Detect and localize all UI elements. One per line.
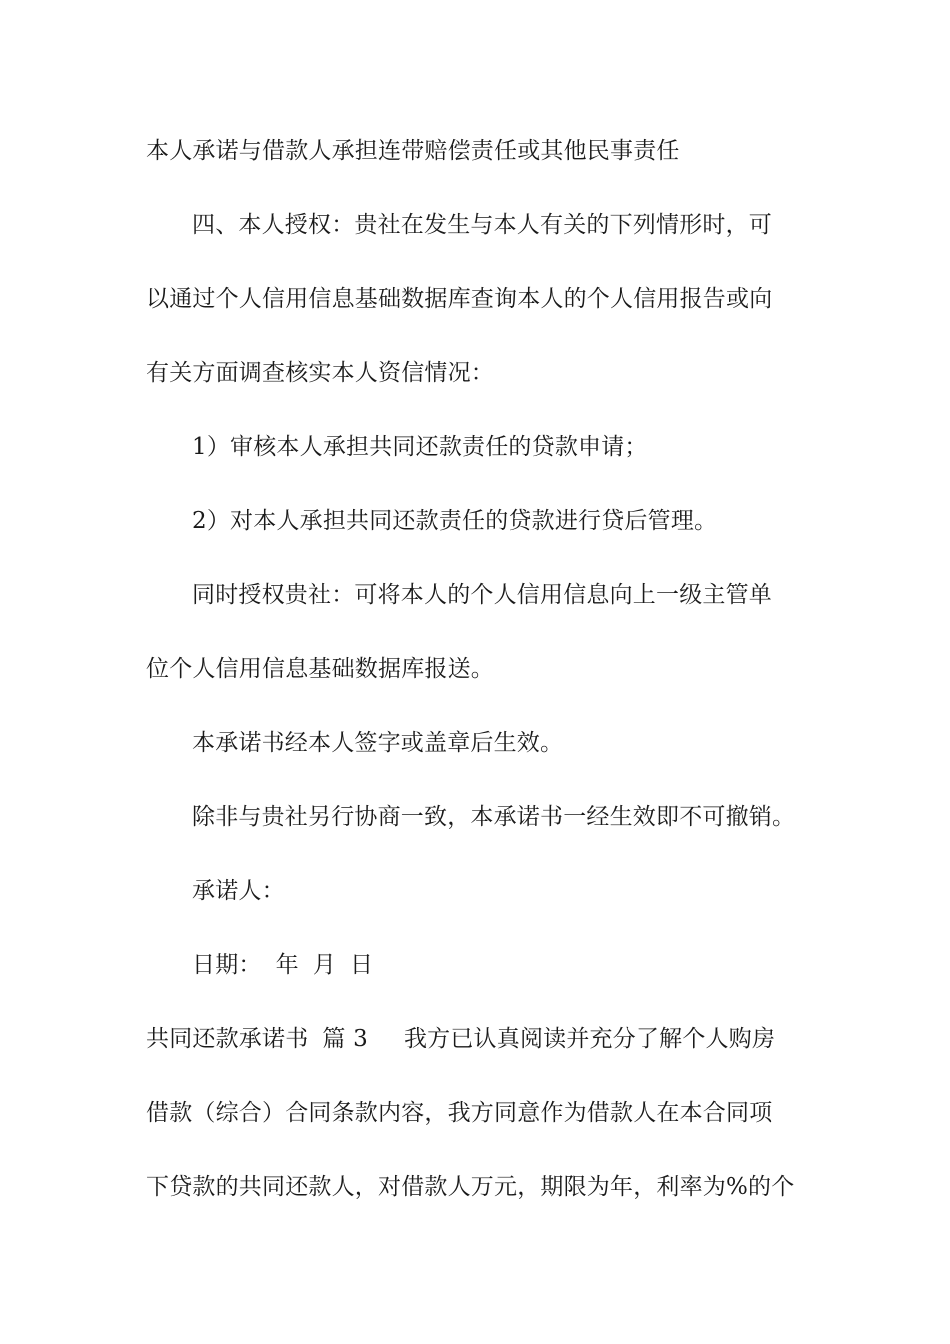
list-item: 2）对本人承担共同还款责任的贷款进行贷后管理。 — [192, 508, 718, 534]
paragraph-line: 本人承诺与借款人承担连带赔偿责任或其他民事责任 — [146, 138, 680, 164]
section-part: 篇 3 — [322, 1026, 368, 1052]
paragraph-line: 下贷款的共同还款人，对借款人万元，期限为年，利率为%的个 — [146, 1174, 795, 1200]
paragraph-line: 位个人信用信息基础数据库报送。 — [146, 656, 494, 682]
paragraph-line: 四、本人授权：贵社在发生与本人有关的下列情形时，可 — [192, 212, 772, 238]
section-heading — [146, 1024, 775, 1054]
date-month: 月 — [312, 952, 337, 978]
date-line — [192, 950, 373, 980]
date-label: 日期： — [192, 952, 262, 978]
section-continuation: 我方已认真阅读并充分了解个人购房 — [403, 1026, 776, 1052]
paragraph-line: 以通过个人信用信息基础数据库查询本人的个人信用报告或向 — [146, 286, 773, 312]
section-title: 共同还款承诺书 — [146, 1026, 309, 1052]
paragraph-line: 本承诺书经本人签字或盖章后生效。 — [192, 730, 564, 756]
paragraph-line: 除非与贵社另行协商一致，本承诺书一经生效即不可撤销。 — [192, 804, 796, 830]
paragraph-line: 借款（综合）合同条款内容，我方同意作为借款人在本合同项 — [146, 1100, 773, 1126]
date-year: 年 — [275, 952, 299, 978]
paragraph-line: 有关方面调查核实本人资信情况： — [146, 360, 494, 386]
list-item: 1）审核本人承担共同还款责任的贷款申请； — [192, 434, 648, 460]
promisor-signature-label: 承诺人： — [192, 878, 285, 904]
paragraph-line: 同时授权贵社：可将本人的个人信用信息向上一级主管单 — [192, 582, 772, 608]
date-day: 日 — [350, 952, 374, 978]
